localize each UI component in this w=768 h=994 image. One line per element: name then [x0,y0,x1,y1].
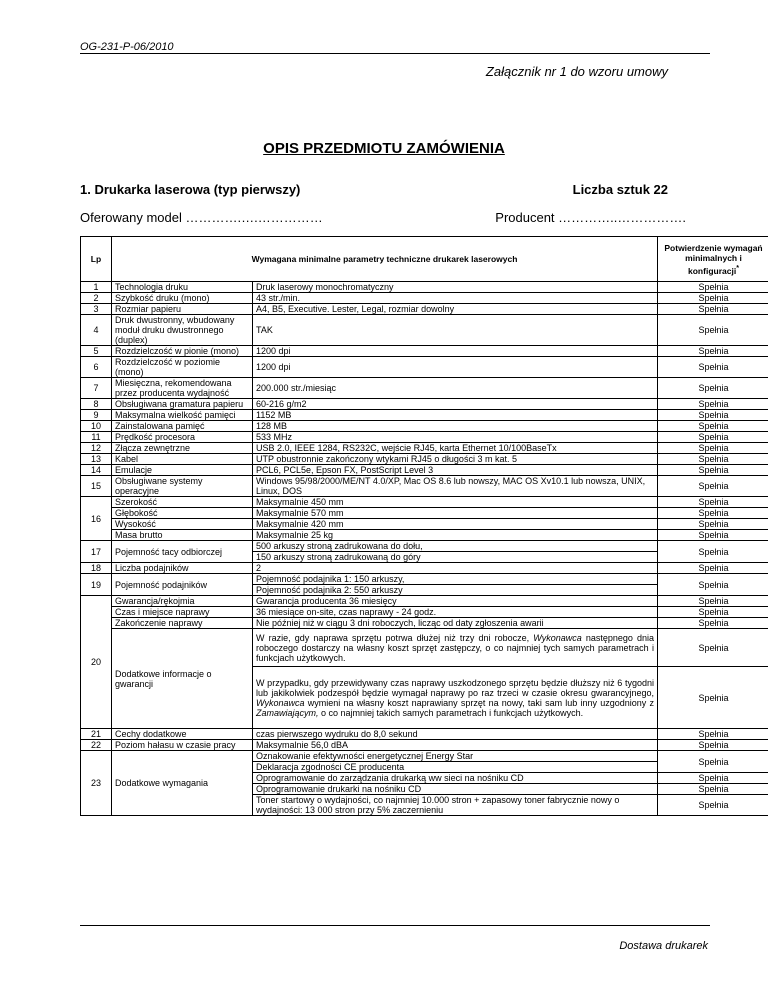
row-value [253,629,658,667]
row-status: Spełnia [658,293,768,304]
table-row [81,432,768,443]
row-value: Toner startowy o wydajności, co najmniej 10.000 stron + zapasowy toner fabrycznie nowy o wydajności: 13 000 stron przy 5% zaczernieniu [253,795,658,816]
row-value-line: Pojemność podajnika 1: 150 arkuszy, [253,574,657,585]
table-row [81,304,768,315]
row-param: Zainstalowana pamięć [112,421,253,432]
row-lp: 17 [81,541,112,563]
row-value: TAK [253,315,658,346]
row-lp: 16 [81,497,112,541]
text-part: Wykonawca [533,632,582,643]
row-param: Obsługiwana gramatura papieru [112,399,253,410]
row-lp: 3 [81,304,112,315]
row-lp: 9 [81,410,112,421]
row-status: Spełnia [658,784,768,795]
row-param: Szybkość druku (mono) [112,293,253,304]
header-params: Wymagana minimalne parametry techniczne drukarek laserowych [112,237,658,282]
row-lp: 7 [81,378,112,399]
row-status: Spełnia [658,563,768,574]
row-lp: 8 [81,399,112,410]
row-value: 1152 MB [253,410,658,421]
row-status: Spełnia [658,357,768,378]
table-row [81,378,768,399]
row-value: USB 2.0, IEEE 1284, RS232C, wejście RJ45, karta Ethernet 10/100BaseTx [253,443,658,454]
table-row [81,357,768,378]
row-value: Oprogramowanie do zarządzania drukarką ww sieci na nośniku CD [253,773,658,784]
text-part: o co najmniej takich samych parametrach i funkcjach użytkowych. [318,707,584,718]
header-confirm-sup: * [736,263,739,272]
row-status: Spełnia [658,399,768,410]
row-value-line: 500 arkuszy stroną zadrukowana do dołu, [253,541,657,552]
row-lp: 20 [81,596,112,729]
row-param: Głębokość [112,508,253,519]
row-value [253,541,658,563]
item-title: 1. Drukarka laserowa (typ pierwszy) [80,182,301,197]
row-value: UTP obustronnie zakończony wtykami RJ45 o długości 3 m kat. 5 [253,454,658,465]
text-part: Wykonawca [256,697,305,708]
text-part: W przypadku, gdy przewidywany czas naprawy uszkodzonego sprzętu będzie dłuższy niż 6 tygodni lub jakikolwiek podzespół będzie wymagał naprawy po raz trzeci w czasie okresu gwarancyjnego, [256,677,654,698]
row-status: Spełnia [658,304,768,315]
header-confirm-text: Potwierdzenie wymagań minimalnych i konfiguracji [664,242,763,276]
row-status: Spełnia [658,530,768,541]
row-param: Emulacje [112,465,253,476]
row-lp: 6 [81,357,112,378]
row-status: Spełnia [658,629,768,667]
row-param: Maksymalna wielkość pamięci [112,410,253,421]
row-value: Oznakowanie efektywności energetycznej Energy Star [253,751,658,762]
table-row [81,508,768,519]
table-row [81,618,768,629]
row-status: Spełnia [658,519,768,530]
row-status: Spełnia [658,574,768,596]
table-row [81,574,768,596]
table-row [81,282,768,293]
producer-field: Producent …………..……………. [495,210,686,225]
row-param: Wysokość [112,519,253,530]
row-lp: 12 [81,443,112,454]
row-status: Spełnia [658,596,768,607]
row-lp: 22 [81,740,112,751]
row-param: Cechy dodatkowe [112,729,253,740]
row-status: Spełnia [658,607,768,618]
row-status: Spełnia [658,497,768,508]
row-value: Windows 95/98/2000/ME/NT 4.0/XP, Mac OS 8.6 lub nowszy, MAC OS Xv10.1 lub nowsza, UNIX, Linux, DOS [253,476,658,497]
row-status: Spełnia [658,443,768,454]
row-value: 2 [253,563,658,574]
header-divider [80,53,710,54]
table-row [81,293,768,304]
row-lp: 11 [81,432,112,443]
table-row [81,346,768,357]
footer-divider [80,925,710,926]
header-confirm [658,237,768,282]
table-row [81,476,768,497]
row-lp: 14 [81,465,112,476]
row-param: Szerokość [112,497,253,508]
document-code: OG-231-P-06/2010 [80,41,174,53]
spec-table [80,236,768,816]
row-status: Spełnia [658,740,768,751]
row-value: Deklaracja zgodności CE producenta [253,762,658,773]
row-param: Liczba podajników [112,563,253,574]
row-value: Nie później niż w ciągu 3 dni roboczych, licząc od daty zgłoszenia awarii [253,618,658,629]
row-value: 200.000 str./miesiąc [253,378,658,399]
row-param: Zakończenie naprawy [112,618,253,629]
row-value: Maksymalnie 56,0 dBA [253,740,658,751]
item-quantity: Liczba sztuk 22 [572,182,668,197]
table-row [81,315,768,346]
row-value: PCL6, PCL5e, Epson FX, PostScript Level 3 [253,465,658,476]
page-title: OPIS PRZEDMIOTU ZAMÓWIENIA [263,140,505,157]
row-value: A4, B5, Executive. Lester, Legal, rozmiar dowolny [253,304,658,315]
row-value: Oprogramowanie drukarki na nośniku CD [253,784,658,795]
row-status: Spełnia [658,751,768,773]
header-lp: Lp [81,237,112,282]
row-value: Maksymalnie 570 mm [253,508,658,519]
row-value: Gwarancja producenta 36 miesięcy [253,596,658,607]
table-row [81,443,768,454]
row-lp: 18 [81,563,112,574]
row-value: 1200 dpi [253,357,658,378]
text-part: następnego dnia roboczego dostarczy na własny koszt sprzęt zastępczy, o co najmniej tych samych parametrach i funkcjach użytkowych. [256,632,654,663]
table-row [81,596,768,607]
row-lp: 5 [81,346,112,357]
table-row [81,410,768,421]
table-row [81,607,768,618]
row-param: Druk dwustronny, wbudowany moduł druku dwustronnego (duplex) [112,315,253,346]
row-status: Spełnia [658,508,768,519]
row-status: Spełnia [658,282,768,293]
row-lp: 10 [81,421,112,432]
row-status: Spełnia [658,378,768,399]
row-param: Dodatkowe informacje o gwarancji [112,629,253,729]
table-row [81,563,768,574]
row-value: 128 MB [253,421,658,432]
row-value: czas pierwszego wydruku do 8,0 sekund [253,729,658,740]
row-lp: 19 [81,574,112,596]
row-status: Spełnia [658,773,768,784]
row-param: Masa brutto [112,530,253,541]
row-status: Spełnia [658,346,768,357]
row-param: Obsługiwane systemy operacyjne [112,476,253,497]
table-row [81,629,768,667]
row-param: Pojemność tacy odbiorczej [112,541,253,563]
row-param: Gwarancja/rękojmia [112,596,253,607]
table-row [81,399,768,410]
table-row [81,454,768,465]
row-value [253,667,658,729]
row-value: 1200 dpi [253,346,658,357]
row-lp: 15 [81,476,112,497]
row-value: Maksymalnie 25 kg [253,530,658,541]
table-header-row [81,237,768,282]
row-param: Czas i miejsce naprawy [112,607,253,618]
row-param: Kabel [112,454,253,465]
row-status: Spełnia [658,454,768,465]
row-status: Spełnia [658,465,768,476]
row-param: Poziom hałasu w czasie pracy [112,740,253,751]
table-row [81,740,768,751]
table-row [81,541,768,563]
row-param: Rozdzielczość w poziomie (mono) [112,357,253,378]
row-value-line: Pojemność podajnika 2: 550 arkuszy [256,585,403,595]
row-value-line: 150 arkuszy stroną zadrukowaną do góry [256,552,421,562]
row-lp: 4 [81,315,112,346]
row-lp: 21 [81,729,112,740]
row-param: Rozdzielczość w pionie (mono) [112,346,253,357]
offered-model-field: Oferowany model ………….….…………… [80,210,323,225]
table-row [81,421,768,432]
row-value: Maksymalnie 450 mm [253,497,658,508]
row-status: Spełnia [658,421,768,432]
text-part: Zamawiającym, [256,707,319,718]
row-status: Spełnia [658,432,768,443]
row-status: Spełnia [658,667,768,729]
row-param: Złącza zewnętrzne [112,443,253,454]
row-value [253,574,658,596]
row-param: Rozmiar papieru [112,304,253,315]
annex-label: Załącznik nr 1 do wzoru umowy [485,64,668,79]
table-row [81,519,768,530]
row-status: Spełnia [658,795,768,816]
row-value: 533 MHz [253,432,658,443]
row-value: Maksymalnie 420 mm [253,519,658,530]
row-value: 36 miesiące on-site, czas naprawy - 24 godz. [253,607,658,618]
row-status: Spełnia [658,315,768,346]
table-row [81,751,768,762]
row-value: 43 str./min. [253,293,658,304]
row-value: Druk laserowy monochromatyczny [253,282,658,293]
table-row [81,465,768,476]
row-lp: 13 [81,454,112,465]
row-status: Spełnia [658,410,768,421]
row-param: Dodatkowe wymagania [112,751,253,816]
row-lp: 2 [81,293,112,304]
footer-label: Dostawa drukarek [619,940,708,952]
row-status: Spełnia [658,729,768,740]
table-row [81,530,768,541]
row-param: Prędkość procesora [112,432,253,443]
row-param: Miesięczna, rekomendowana przez producenta wydajność [112,378,253,399]
row-status: Spełnia [658,541,768,563]
text-part: wymieni na własny koszt naprawiany sprzęt na nowy, taki sam lub inny uzgodniony z [304,697,654,708]
row-value: 60-216 g/m2 [253,399,658,410]
table-row [81,729,768,740]
row-status: Spełnia [658,476,768,497]
row-param: Technologia druku [112,282,253,293]
row-lp: 1 [81,282,112,293]
text-part: W razie, gdy naprawa sprzętu potrwa dłużej niż trzy dni robocze, [256,632,534,643]
row-lp: 23 [81,751,112,816]
row-status: Spełnia [658,618,768,629]
row-param: Pojemność podajników [112,574,253,596]
table-row [81,497,768,508]
